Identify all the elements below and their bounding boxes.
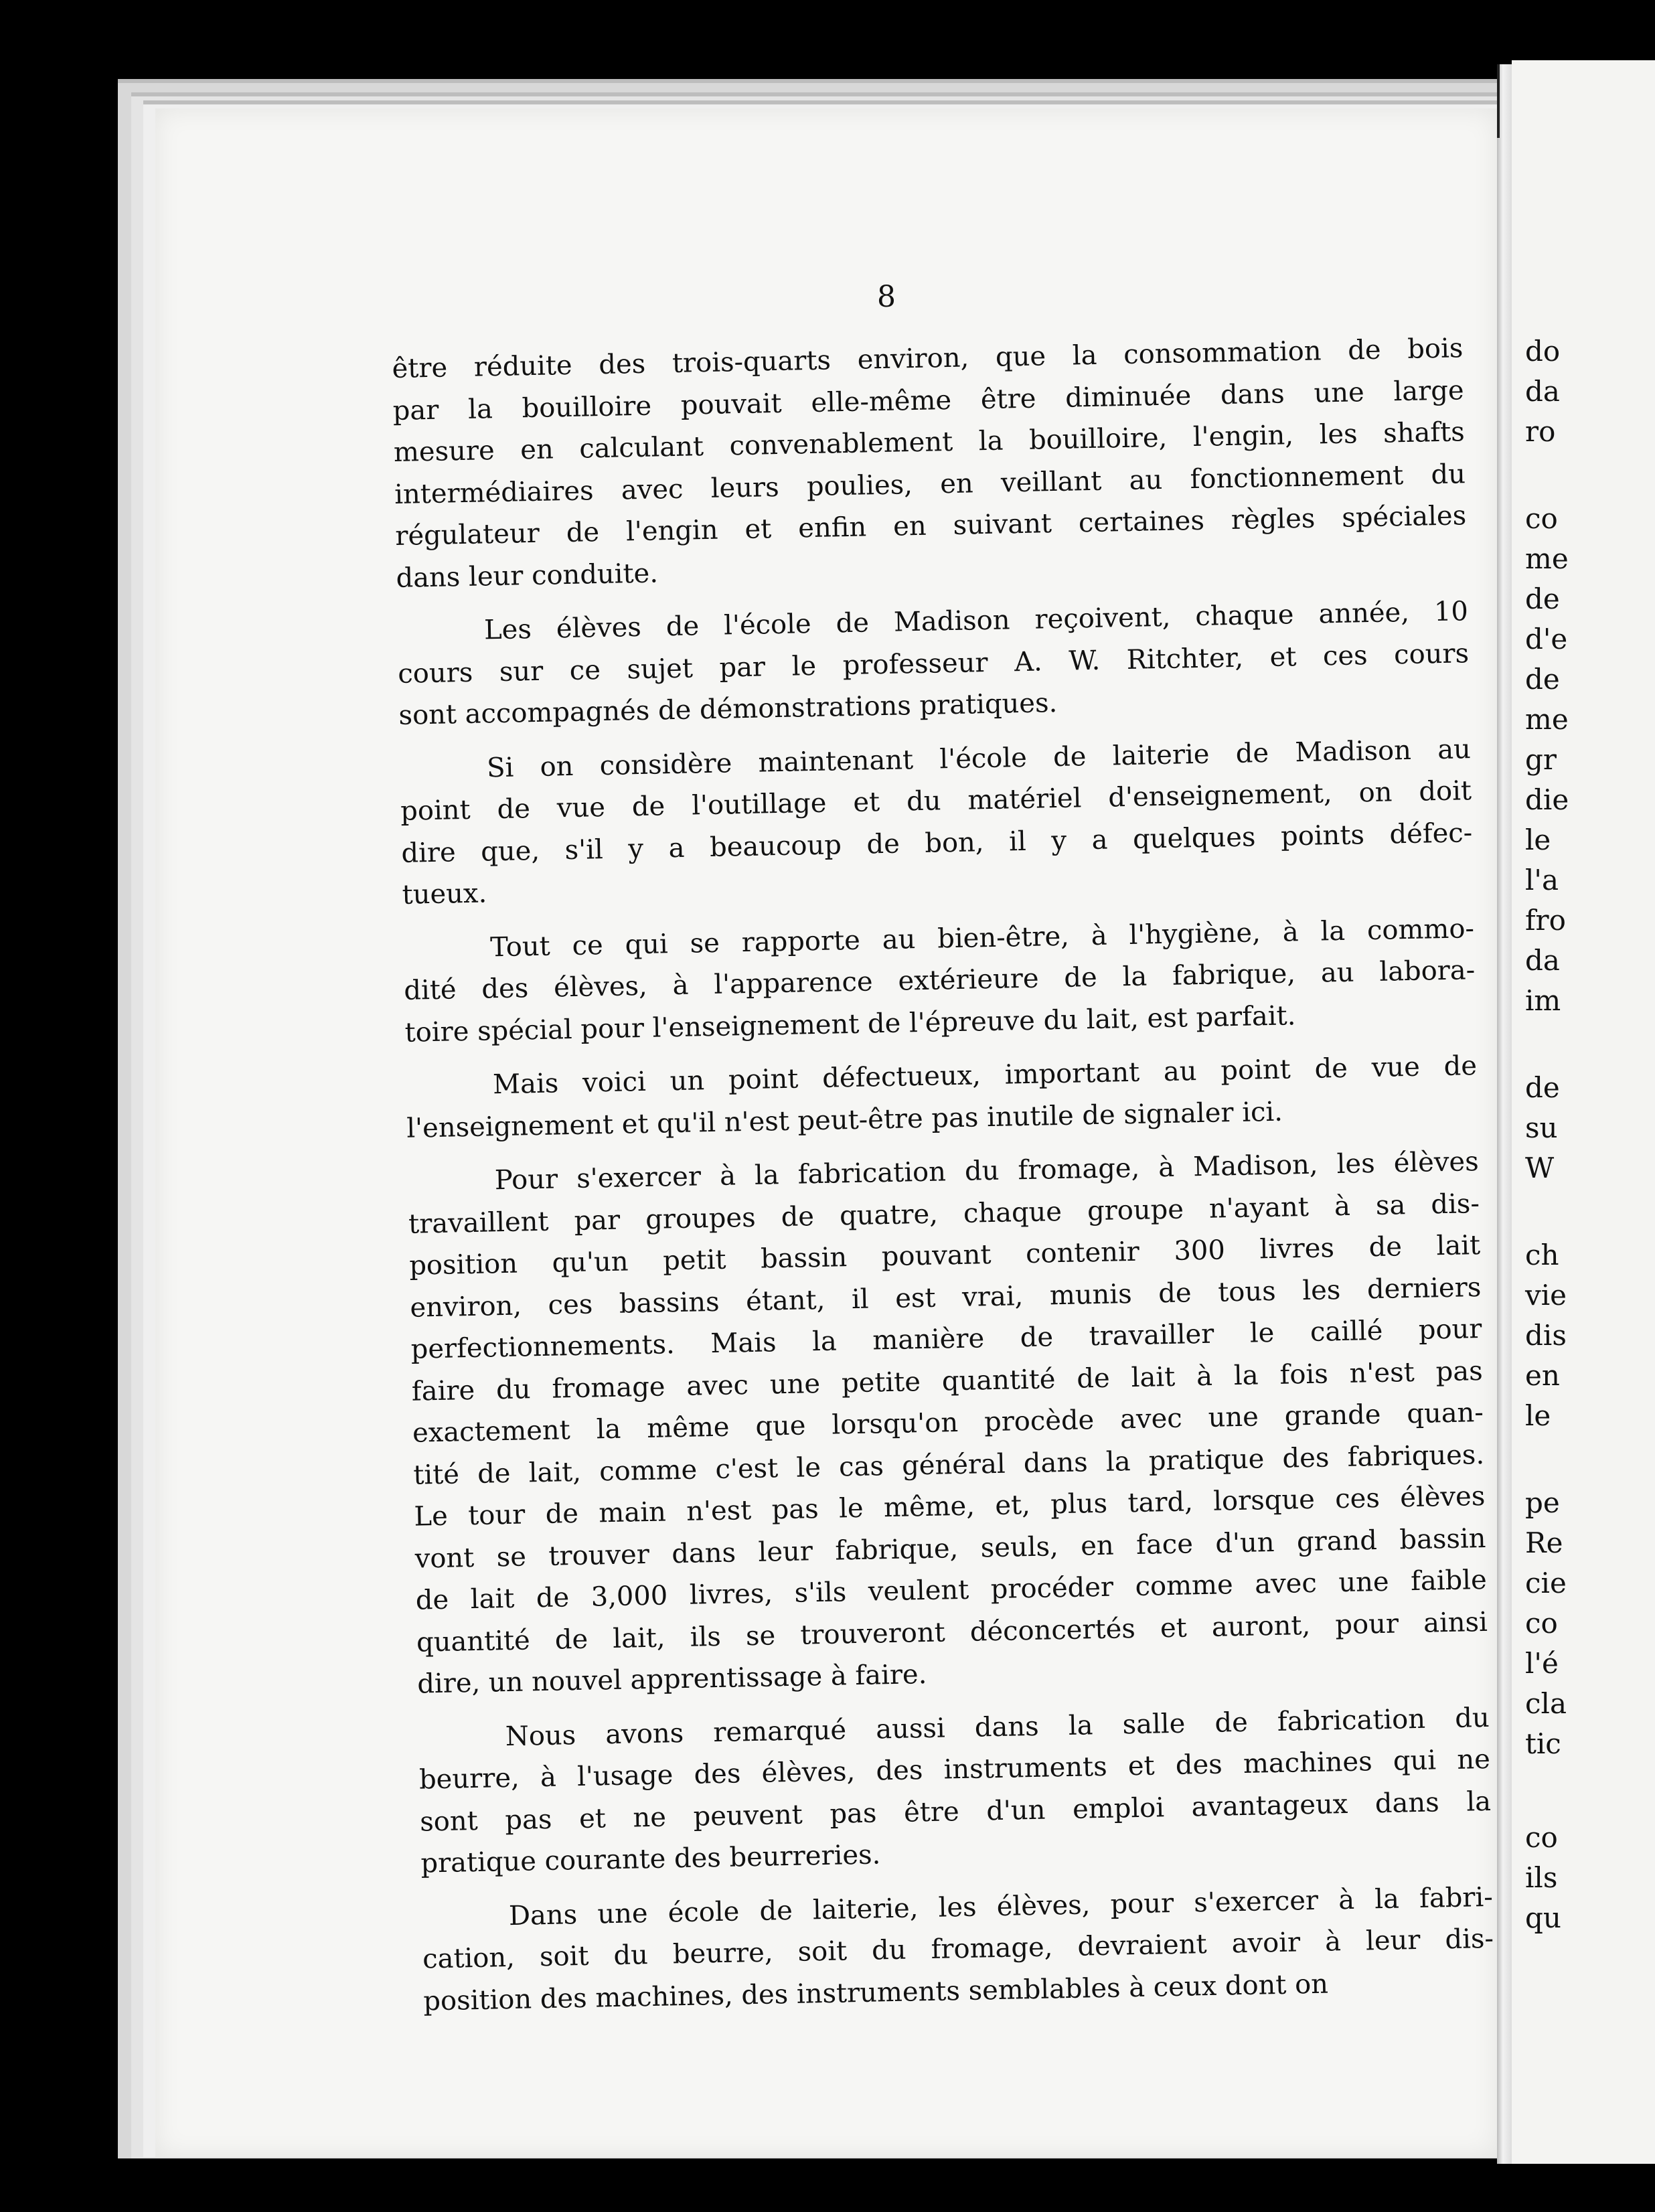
paragraph [399,728,1474,917]
text-line: l'enseignement et qu'il n'est peut-être pas inutile de signaler ici. [406,1096,1283,1144]
facing-page-fragment: qu [1525,1901,1561,1934]
facing-page-fragment: im [1525,984,1561,1017]
text-line: cation, soit du beurre, soit du fromage, devraient avoir à leur dis- [422,1923,1494,1975]
paragraph [403,908,1476,1054]
book-gutter [1497,64,1512,2173]
text-line: dans leur conduite. [396,557,659,594]
facing-page-fragment: l'a [1525,864,1559,896]
paragraph [392,327,1468,599]
text-line: position qu'un petit bassin pouvant contenir 300 livres de lait [408,1230,1481,1281]
facing-page-fragment: le [1525,823,1551,856]
text-line: travaillent par groupes de quatre, chaque groupe n'ayant à sa dis- [408,1188,1480,1240]
text-line: toire spécial pour l'enseignement de l'épreuve du lait, est parfait. [404,1000,1296,1048]
facing-page-fragment: co [1525,502,1558,535]
facing-page-fragment: gr [1525,743,1557,776]
text-line: pratique courante des beurreries. [420,1839,881,1879]
text-line: régulateur de l'engin et enfin en suivant certaines règles spéciales [394,500,1467,552]
text-line: par la bouilloire pouvait elle-même être diminuée dans une large [392,374,1464,426]
facing-page-fragment: co [1525,1821,1558,1854]
paragraph [407,1141,1488,1705]
text-line: faire du fromage avec une petite quantité de lait à la fois n'est pas [411,1355,1484,1407]
text-line: tueux. [402,878,487,911]
text-line: dité des élèves, à l'apparence extérieure de la fabrique, au labora- [403,955,1476,1006]
text-line: quantité de lait, ils se trouveront déconcertés et auront, pour ainsi [416,1606,1488,1658]
text-line: sont accompagnés de démonstrations pratiques. [398,688,1058,731]
facing-page-fragment: en [1525,1359,1560,1392]
text-line: de lait de 3,000 livres, s'ils veulent procéder comme avec une faible [415,1564,1488,1616]
text-line: cours sur ce sujet par le professeur A. W. Ritchter, et ces cours [397,637,1470,690]
facing-page-fragment: su [1525,1111,1558,1144]
text-line: Mais voici un point défectueux, important au point de vue de [492,1050,1478,1101]
facing-page-fragment: me [1525,542,1569,575]
facing-page-fragment: W [1525,1152,1555,1184]
facing-page-fragment: pe [1525,1486,1560,1519]
body-text [392,327,1495,2022]
scan-bottom-border [0,2164,1655,2212]
facing-page-fragment: le [1525,1399,1551,1432]
facing-page-fragment: die [1525,783,1569,816]
facing-page-fragment: vie [1525,1279,1567,1312]
text-line: sont pas et ne peuvent pas être d'un emploi avantageux dans la [419,1786,1492,1838]
facing-page-fragment: d'e [1525,623,1568,655]
text-line: position des machines, des instruments semblables à ceux dont on [422,1968,1329,2017]
facing-page-fragment: de [1525,663,1560,696]
text-line: Les élèves de l'école de Madison reçoivent, chaque année, 10 [483,596,1469,646]
text-line: Pour s'exercer à la fabrication du fromage, à Madison, les élèves [494,1146,1480,1196]
facing-page-fragment: fro [1525,904,1566,937]
text-line: intermédiaires avec leurs poulies, en veillant au fonctionnement du [394,458,1466,510]
facing-page-fragment: Re [1525,1526,1563,1559]
facing-page-fragment: do [1525,335,1561,368]
facing-page-fragment: l'é [1525,1647,1559,1680]
text-line: beurre, à l'usage des élèves, des instruments et des machines qui ne [418,1743,1491,1796]
facing-page-fragment: dis [1525,1319,1567,1352]
gutter-shadow [1497,64,1500,138]
facing-page-fragment: co [1525,1607,1558,1640]
facing-page-fragment: da [1525,375,1560,408]
facing-page [1512,60,1655,2169]
text-line: Nous avons remarqué aussi dans la salle de fabrication du [505,1702,1490,1752]
text-line: exactement la même que lorsqu'on procède avec une grande quan- [412,1397,1484,1449]
text-line: Le tour de main n'est pas le même, et, plus tard, lorsque ces élèves [414,1480,1486,1532]
text-line: perfectionnements. Mais la manière de travailler le caillé pour [410,1314,1482,1365]
facing-page-fragment: ch [1525,1239,1559,1271]
paragraph [397,590,1470,736]
facing-page-fragment: de [1525,1071,1560,1104]
text-line: environ, ces bassins étant, il est vrai, munis de tous les derniers [410,1271,1482,1324]
text-line: dire que, s'il y a beaucoup de bon, il y a quelques points défec- [401,817,1473,869]
text-line: Dans une école de laiterie, les élèves, pour s'exercer à la fabri- [508,1881,1494,1931]
text-line: point de vue de l'outillage et du matériel d'enseignement, on doit [400,775,1472,827]
facing-page-fragment: de [1525,582,1560,615]
facing-page-fragment: me [1525,703,1569,736]
paragraph [421,1876,1494,2022]
facing-page-fragment: ils [1525,1861,1558,1894]
text-line: Si on considère maintenant l'école de laiterie de Madison au [486,733,1472,783]
paragraph [418,1696,1492,1885]
page-number: 8 [877,280,896,314]
text-line: Tout ce qui se rapporte au bien-être, à l'hygiène, à la commo- [489,913,1475,963]
text-line: mesure en calculant convenablement la bouilloire, l'engin, les shafts [393,416,1466,468]
text-line: tité de lait, comme c'est le cas général dans la pratique des fabriques. [412,1439,1485,1491]
facing-page-fragment: da [1525,944,1560,977]
text-line: vont se trouver dans leur fabrique, seuls, en face d'un grand bassin [414,1522,1486,1575]
text-line: être réduite des trois-quarts environ, que la consommation de bois [392,333,1464,384]
facing-page-fragment: cla [1525,1687,1567,1720]
text-line: dire, un nouvel apprentissage à faire. [416,1659,927,1700]
facing-page-fragment: cie [1525,1567,1567,1599]
facing-page-fragment: ro [1525,415,1556,448]
facing-page-fragment: tic [1525,1727,1561,1760]
